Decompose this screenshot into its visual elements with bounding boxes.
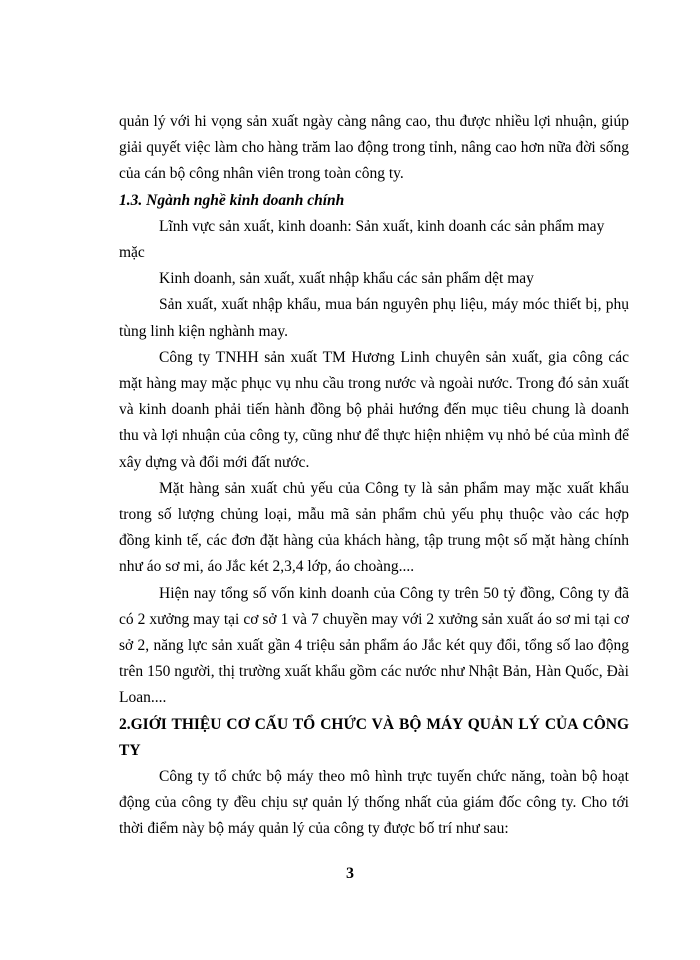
business-line-3: Sản xuất, xuất nhập khẩu, mua bán nguyên phụ liệu, máy móc thiết bị, phụ tùng linh kiện nghành may.: [119, 296, 629, 340]
page-number: 3: [346, 865, 354, 882]
page-body: [119, 109, 629, 843]
section-heading-1-3: 1.3. Ngành nghề kinh doanh chính: [119, 191, 345, 209]
business-line-2: Kinh doanh, sản xuất, xuất nhập khẩu các sản phẩm dệt may: [159, 270, 534, 288]
section-heading-2: 2.GIỚI THIỆU CƠ CẤU TỔ CHỨC VÀ BỘ MÁY QUẢN LÝ CỦA CÔNG TY: [119, 715, 629, 759]
paragraph-org-structure: Công ty tổ chức bộ máy theo mô hình trực tuyến chức năng, toàn bộ hoạt động của công ty đều chịu sự quản lý thống nhất của giám đốc công ty. Cho tới thời điểm này bộ máy quản lý của công ty được bố trí như sau:: [119, 768, 629, 838]
paragraph-main-products: Mặt hàng sản xuất chủ yếu của Công ty là sản phẩm may mặc xuất khẩu trong số lượng chủng loại, mẫu mã sản phẩm chủ yếu phụ thuộc vào các hợp đồng kinh tế, các đơn đặt hàng của khách hàng, tập trung một số mặt hàng chính như áo sơ mi, áo Jắc két 2,3,4 lớp, áo choàng....: [119, 479, 629, 576]
paragraph-continuation: quản lý với hi vọng sản xuất ngày càng nâng cao, thu được nhiều lợi nhuận, giúp giải quyết việc làm cho hàng trăm lao động trong tỉnh, nâng cao hơn nữa đời sống của cán bộ công nhân viên trong toàn công ty.: [119, 113, 629, 183]
paragraph-capital: Hiện nay tổng số vốn kinh doanh của Công ty trên 50 tỷ đồng, Công ty đã có 2 xưởng may tại cơ sở 1 và 7 chuyền may với 2 xưởng sản xuất áo sơ mi tại cơ sở 2, năng lực sản xuất gần 4 triệu sản phẩm áo Jắc két quy đổi, tổng số lao động trên 150 người, thị trường xuất khẩu gồm các nước như Nhật Bản, Hàn Quốc, Đài Loan....: [119, 584, 629, 707]
business-line-1: Lĩnh vực sản xuất, kinh doanh: Sản xuất, kinh doanh các sản phẩm may mặc: [119, 217, 605, 262]
paragraph-company-intro: Công ty TNHH sản xuất TM Hương Linh chuyên sản xuất, gia công các mặt hàng may mặc phục vụ nhu cầu trong nước và ngoài nước. Trong đó sản xuất và kinh doanh phải tiến hành đồng bộ phải hướng đến mục tiêu chung là doanh thu và lợi nhuận của công ty, cũng như để thực hiện nhiệm vụ nhỏ bé của mình để xây dựng và đổi mới đất nước.: [119, 348, 629, 471]
